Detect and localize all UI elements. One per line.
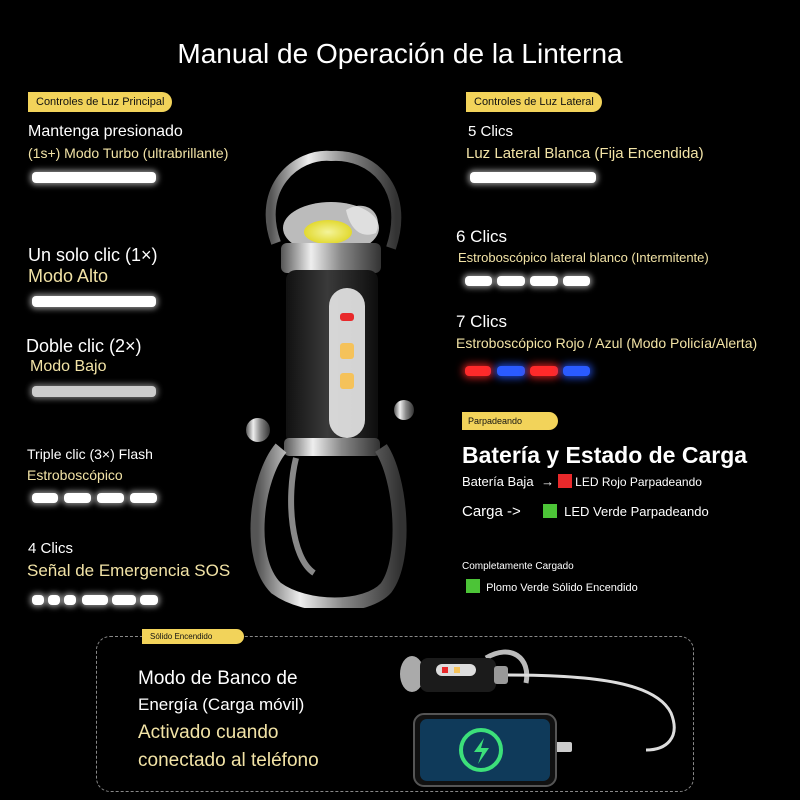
- high-light-bar: [32, 296, 156, 307]
- power-bank-line1: Modo de Banco de: [138, 668, 298, 689]
- power-bank-line3: Activado cuando: [138, 722, 279, 743]
- high-mode-label: Modo Alto: [28, 266, 109, 286]
- blue-strobe-segment: [563, 366, 590, 376]
- side-light-panel: [329, 288, 365, 438]
- sos-segment: [48, 595, 60, 605]
- main-light-controls-tag: Controles de Luz Principal: [28, 92, 172, 112]
- low-battery-row: [462, 474, 702, 489]
- power-bank-line4: conectado al teléfono: [138, 750, 319, 771]
- strobe-bar-group: [32, 493, 162, 505]
- cob-lens: [304, 220, 352, 244]
- seven-clicks-label: 7 Clics: [456, 312, 508, 331]
- low-mode-label: Modo Bajo: [30, 358, 107, 375]
- strobe-label: Estroboscópico: [27, 467, 123, 483]
- side-white-steady-label: Luz Lateral Blanca (Fija Encendida): [466, 145, 704, 162]
- turbo-light-bar: [32, 172, 156, 183]
- green-led-icon: [466, 579, 480, 593]
- phone-charging-illustration: [396, 638, 688, 788]
- turbo-mode-label: (1s+) Modo Turbo (ultrabrillante): [28, 145, 229, 161]
- side-strobe-segment: [563, 276, 590, 286]
- double-click-label: Doble clic (2×): [26, 336, 142, 356]
- red-strobe-segment: [530, 366, 558, 376]
- side-steady-bar: [470, 172, 596, 183]
- sos-segment: [112, 595, 136, 605]
- blue-strobe-segment: [497, 366, 525, 376]
- arrow-icon: →: [541, 474, 555, 489]
- sos-label: Señal de Emergencia SOS: [27, 561, 231, 580]
- flashlight-illustration: [236, 148, 426, 608]
- low-battery-status: LED Rojo Parpadeando: [575, 475, 702, 489]
- side-light-controls-tag: Controles de Luz Lateral: [466, 92, 602, 112]
- red-strobe-segment: [465, 366, 491, 376]
- battery-heading: Batería y Estado de Carga: [462, 442, 748, 468]
- five-clicks-label: 5 Clics: [468, 123, 514, 140]
- power-bank-line2: Energía (Carga móvil): [138, 695, 305, 714]
- sos-segment: [82, 595, 108, 605]
- red-led: [340, 313, 354, 321]
- side-screw: [246, 418, 270, 442]
- side-screw: [394, 400, 414, 420]
- strobe-segment: [130, 493, 157, 503]
- side-strobe-bar-group: [465, 276, 595, 288]
- strobe-segment: [32, 493, 58, 503]
- head-ring: [281, 243, 381, 273]
- side-strobe-segment: [530, 276, 558, 286]
- sos-segment: [64, 595, 76, 605]
- triple-click-label: Triple clic (3×) Flash: [27, 446, 153, 462]
- police-strobe-bar-group: [465, 366, 595, 378]
- hold-label: Mantenga presionado: [28, 123, 183, 140]
- strobe-segment: [97, 493, 124, 503]
- side-strobe-segment: [465, 276, 492, 286]
- single-click-label: Un solo clic (1×): [28, 245, 158, 265]
- full-charge-status: Plomo Verde Sólido Encendido: [486, 582, 638, 594]
- page-title: Manual de Operación de la Linterna: [177, 38, 623, 69]
- side-led: [340, 343, 354, 359]
- low-battery-label: Batería Baja: [462, 474, 534, 489]
- six-clicks-label: 6 Clics: [456, 227, 508, 246]
- charging-status: LED Verde Parpadeando: [564, 504, 709, 519]
- charging-row: [462, 503, 709, 520]
- strobe-segment: [64, 493, 91, 503]
- sos-bar-group: [32, 595, 162, 607]
- charging-label: Carga ->: [462, 503, 521, 520]
- side-white-strobe-label: Estroboscópico lateral blanco (Intermitente): [458, 250, 709, 265]
- carabiner: [257, 448, 399, 605]
- green-led-icon: [543, 504, 557, 518]
- full-charge-label: Completamente Cargado: [462, 561, 574, 572]
- four-clicks-label: 4 Clics: [28, 540, 74, 557]
- blinking-tag: Parpadeando: [462, 412, 558, 430]
- red-led-icon: [558, 474, 572, 488]
- sos-segment: [140, 595, 158, 605]
- side-led: [340, 373, 354, 389]
- police-mode-label: Estroboscópico Rojo / Azul (Modo Policía/Alerta): [456, 335, 758, 351]
- low-light-bar: [32, 386, 156, 397]
- side-strobe-segment: [497, 276, 525, 286]
- solid-on-tag: Sólido Encendido: [142, 629, 244, 644]
- full-charge-row: [466, 579, 638, 594]
- sos-segment: [32, 595, 44, 605]
